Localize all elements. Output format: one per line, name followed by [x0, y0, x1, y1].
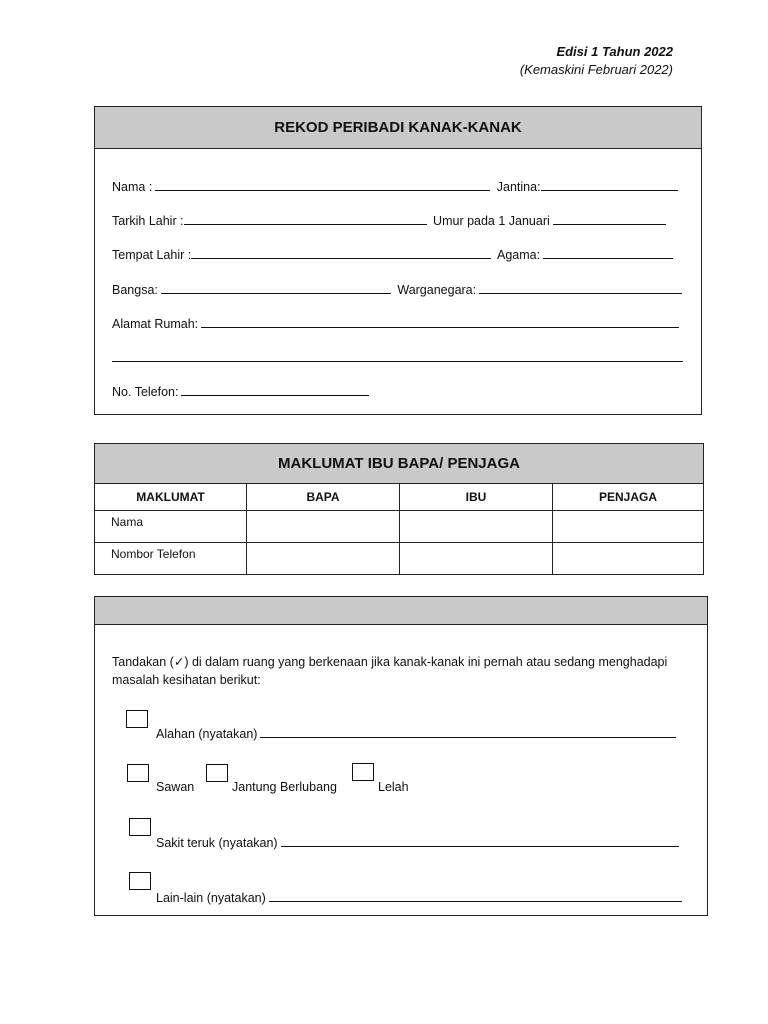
tempat-lahir-label: Tempat Lahir : — [112, 248, 192, 262]
lain-checkbox[interactable] — [129, 872, 151, 890]
sakit-label: Sakit teruk (nyatakan) — [156, 836, 278, 850]
tarikh-lahir-field[interactable] — [184, 212, 427, 225]
nama-label: Nama : — [112, 180, 153, 194]
personal-record-title: REKOD PERIBADI KANAK-KANAK — [95, 107, 701, 149]
ibu-telefon-cell[interactable] — [400, 543, 553, 575]
updated-label: (Kemaskini Februari 2022) — [519, 62, 673, 77]
health-title — [95, 597, 707, 625]
col-maklumat: MAKLUMAT — [95, 484, 247, 511]
tarikh-lahir-label: Tarkih Lahir : — [112, 214, 184, 228]
warganegara-field[interactable] — [479, 281, 682, 294]
alahan-checkbox[interactable] — [126, 710, 148, 728]
col-bapa: BAPA — [247, 484, 400, 511]
alamat-field-2[interactable] — [112, 349, 683, 362]
col-ibu: IBU — [400, 484, 553, 511]
jantina-field[interactable] — [541, 178, 678, 191]
parents-table — [94, 483, 704, 575]
alahan-label: Alahan (nyatakan) — [156, 727, 258, 741]
jantung-label: Jantung Berlubang — [232, 780, 337, 794]
bangsa-line — [112, 281, 685, 297]
bangsa-label: Bangsa: — [112, 283, 158, 297]
table-row — [95, 543, 704, 575]
agama-field[interactable] — [543, 246, 673, 259]
lain-line — [156, 889, 685, 905]
alahan-line — [156, 725, 679, 741]
health-instruction: Tandakan (✓) di dalam ruang yang berkenaan jika kanak-kanak ini pernah atau sedang menghadapi masalah kesihatan berikut: — [112, 655, 668, 687]
parents-section — [94, 443, 704, 568]
alamat-line-2 — [112, 349, 686, 365]
penjaga-nama-cell[interactable] — [553, 511, 704, 543]
alahan-field[interactable] — [260, 725, 676, 738]
lain-field[interactable] — [269, 889, 682, 902]
warganegara-label: Warganegara: — [397, 283, 477, 297]
sakit-checkbox[interactable] — [129, 818, 151, 836]
edition-info — [520, 43, 673, 79]
sakit-line — [156, 834, 682, 850]
personal-record-section — [94, 106, 702, 415]
penjaga-telefon-cell[interactable] — [553, 543, 704, 575]
nama-line — [112, 178, 681, 194]
table-row — [95, 511, 704, 543]
ibu-nama-cell[interactable] — [400, 511, 553, 543]
jantina-label: Jantina: — [496, 180, 541, 194]
telefon-label: No. Telefon: — [112, 385, 179, 399]
agama-label: Agama: — [497, 248, 541, 262]
row-telefon-label: Nombor Telefon — [95, 543, 247, 575]
tempat-lahir-field[interactable] — [191, 246, 491, 259]
edition-label: Edisi 1 Tahun 2022 — [556, 44, 673, 59]
health-section — [94, 596, 708, 916]
lelah-checkbox[interactable] — [352, 763, 374, 781]
tempat-lahir-line — [112, 246, 676, 262]
bapa-nama-cell[interactable] — [247, 511, 400, 543]
tarikh-lahir-line — [112, 212, 669, 228]
lelah-label: Lelah — [378, 780, 409, 794]
col-penjaga: PENJAGA — [553, 484, 704, 511]
lain-label: Lain-lain (nyatakan) — [156, 891, 266, 905]
sakit-field[interactable] — [281, 834, 679, 847]
telefon-field[interactable] — [181, 383, 369, 396]
parents-header-row — [95, 484, 704, 511]
umur-label: Umur pada 1 Januari — [433, 214, 550, 228]
telefon-line — [112, 383, 372, 399]
sawan-checkbox[interactable] — [127, 764, 149, 782]
bangsa-field[interactable] — [161, 281, 391, 294]
parents-title: MAKLUMAT IBU BAPA/ PENJAGA — [94, 443, 704, 484]
nama-field[interactable] — [155, 178, 490, 191]
alamat-label: Alamat Rumah: — [112, 317, 199, 331]
jantung-checkbox[interactable] — [206, 764, 228, 782]
umur-field[interactable] — [553, 212, 666, 225]
bapa-telefon-cell[interactable] — [247, 543, 400, 575]
sawan-label: Sawan — [156, 780, 195, 794]
alamat-line — [112, 315, 682, 331]
alamat-field[interactable] — [201, 315, 679, 328]
row-nama-label: Nama — [95, 511, 247, 543]
